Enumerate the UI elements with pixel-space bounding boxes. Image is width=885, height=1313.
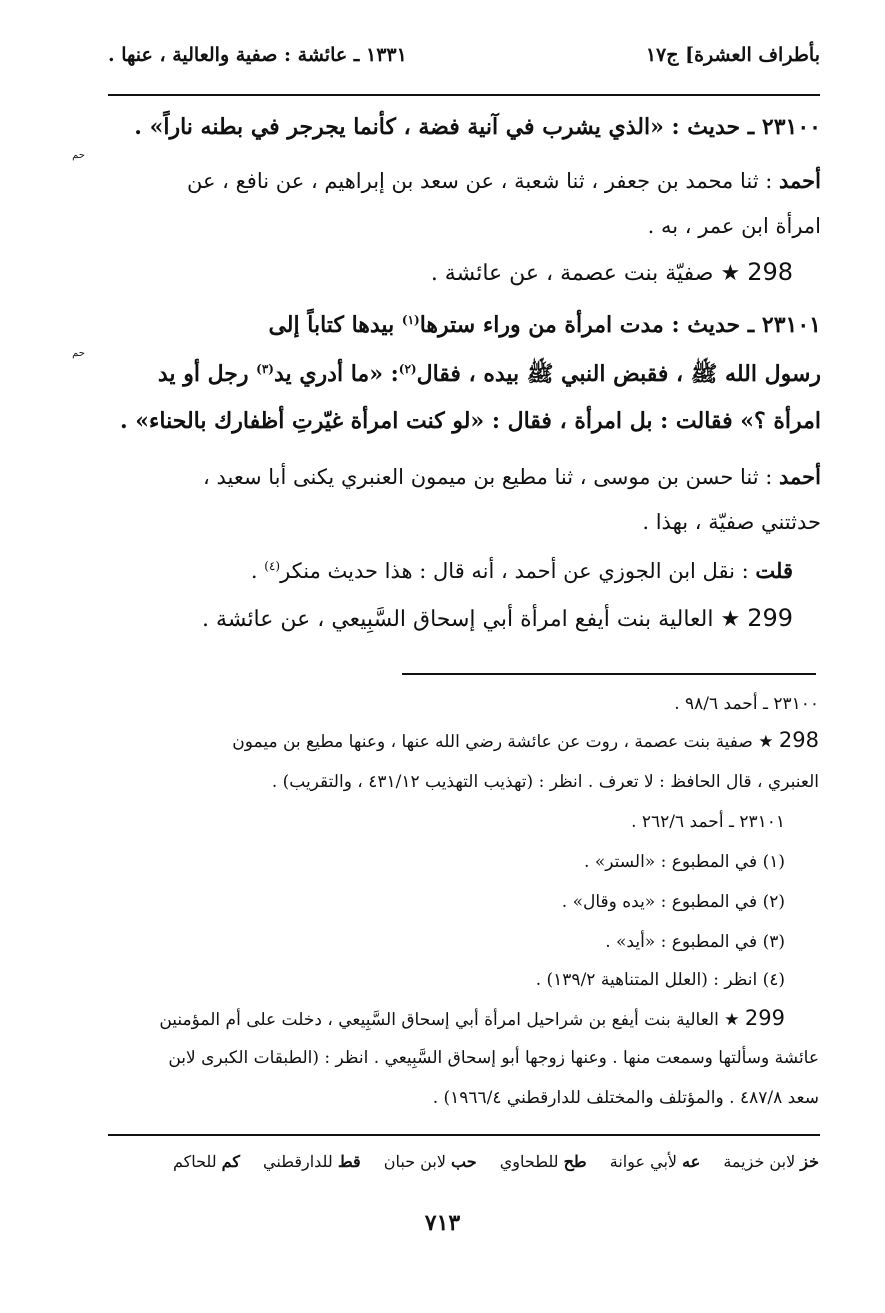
hadith-text: : «ما أدري يد — [273, 361, 399, 387]
isnad-text: : ثنا حسن بن موسى ، ثنا مطيع بن ميمون العنبري يكنى أبا سعيد ، — [203, 465, 773, 489]
hadith-23101-title — [61, 312, 821, 338]
narrator-298-heading — [33, 258, 793, 286]
isnad-line: حدثتني صفيّة ، بهذا . — [642, 510, 821, 534]
abbr-item — [263, 1152, 361, 1171]
qult-label: قلت — [755, 558, 793, 583]
header-rule — [108, 94, 820, 96]
isnad-name: أحمد — [779, 168, 821, 193]
abbr-code: كم — [221, 1152, 240, 1171]
narrator-number: 298 — [747, 258, 793, 286]
star-icon: ★ — [758, 732, 774, 752]
qult-text: : نقل ابن الجوزي عن أحمد ، أنه قال : هذا حديث منكر — [280, 559, 749, 583]
abbr-item — [384, 1152, 477, 1171]
footnote-line: (٢) في المطبوع : «يده وقال» . — [561, 892, 785, 912]
footnote-text: العالية بنت أيفع بن شراحيل امرأة أبي إسحاق السَّبِيعي ، دخلت على أم المؤمنين — [159, 1010, 719, 1030]
hadith-marker: حم — [72, 150, 85, 161]
hadith-text: مدت امرأة من وراء سترها — [419, 312, 664, 338]
footnote-line: ٢٣١٠٠ ـ أحمد ٩٨/٦ . — [674, 694, 819, 714]
abbr-desc: للحاكم — [172, 1152, 217, 1171]
abbr-code: خز — [800, 1152, 819, 1171]
isnad-line — [61, 464, 821, 489]
star-icon: ★ — [720, 607, 741, 632]
footnote-line — [99, 728, 819, 752]
abbr-desc: لابن خزيمة — [723, 1152, 796, 1171]
footnote-line: العنبري ، قال الحافظ : لا تعرف . انظر : (تهذيب التهذيب ٤٣١/١٢ ، والتقريب) . — [271, 772, 819, 792]
star-icon: ★ — [720, 261, 741, 286]
abbr-item — [723, 1152, 819, 1171]
page-number: ٧١٣ — [424, 1210, 461, 1236]
hadith-marker: حم — [72, 348, 85, 359]
footnote-ref: (٢) — [398, 362, 417, 376]
footnote-line — [65, 1006, 785, 1030]
narrator-number: 298 — [778, 728, 819, 752]
abbreviation-rule — [108, 1134, 820, 1136]
abbr-item — [500, 1152, 587, 1171]
hadith-text-line — [61, 360, 821, 392]
abbr-desc: لأبي عوانة — [609, 1152, 678, 1171]
abbr-code: حب — [451, 1152, 477, 1171]
narrator-299-heading — [33, 604, 793, 632]
qult-remark — [33, 558, 793, 583]
footnote-line: (٣) في المطبوع : «أيد» . — [605, 932, 785, 952]
hadith-23100-title — [61, 114, 821, 140]
footnote-line: (٤) انظر : (العلل المتناهية ١٣٩/٢) . — [535, 970, 785, 990]
footnote-line: (١) في المطبوع : «الستر» . — [584, 852, 785, 872]
footnote-text: صفية بنت عصمة ، روت عن عائشة رضي الله عنها ، وعنها مطيع بن ميمون — [232, 732, 753, 752]
running-header — [108, 44, 820, 80]
header-section-title: ١٣٣١ ـ عائشة : صفية والعالية ، عنها . — [108, 44, 407, 66]
hadith-text: رجل أو يد — [157, 361, 249, 387]
hadith-text: «الذي يشرب في آنية فضة ، كأنما يجرجر في بطنه ناراً» . — [134, 114, 664, 140]
isnad-line: امرأة ابن عمر ، به . — [647, 214, 821, 238]
abbr-code: عه — [682, 1152, 701, 1171]
isnad-name: أحمد — [779, 464, 821, 489]
narrator-number: 299 — [747, 604, 793, 632]
abbreviation-key — [99, 1152, 819, 1171]
header-book-title: بأطراف العشرة] ج١٧ — [645, 44, 820, 66]
footnote-ref: (٣) — [256, 362, 274, 376]
qult-end: . — [250, 559, 258, 583]
footnote-ref: (١) — [401, 313, 420, 327]
abbr-desc: للدارقطني — [263, 1152, 333, 1171]
hadith-number: ٢٣١٠١ ـ حديث : — [671, 312, 821, 338]
footnote-ref: (٤) — [264, 559, 281, 573]
abbr-code: قط — [337, 1152, 361, 1171]
footnote-line: عائشة وسألتها وسمعت منها . وعنها زوجها أبو إسحاق السَّبِيعي . انظر : (الطبقات الكبرى لابن — [168, 1048, 819, 1068]
abbr-desc: للطحاوي — [499, 1152, 559, 1171]
hadith-number: ٢٣١٠٠ ـ حديث : — [671, 114, 821, 140]
footnote-line: سعد ٤٨٧/٨ . والمؤتلف والمختلف للدارقطني ١٩٦٦/٤) . — [432, 1088, 819, 1108]
abbr-item — [610, 1152, 701, 1171]
abbr-code: طح — [563, 1152, 587, 1171]
isnad-text: : ثنا محمد بن جعفر ، ثنا شعبة ، عن سعد بن إبراهيم ، عن نافع ، عن — [186, 169, 773, 193]
footnote-line: ٢٣١٠١ ـ أحمد ٢٦٢/٦ . — [631, 812, 785, 832]
isnad-line — [61, 168, 821, 193]
narrator-name: صفيّة بنت عصمة ، عن عائشة . — [430, 261, 714, 286]
abbr-desc: لابن حبان — [383, 1152, 446, 1171]
hadith-text: بيدها كتاباً إلى — [268, 312, 395, 338]
footnote-rule — [402, 673, 816, 675]
hadith-text: رسول الله ﷺ ، فقبض النبي ﷺ بيده ، فقال — [416, 361, 821, 387]
abbr-item — [173, 1152, 240, 1171]
narrator-name: العالية بنت أيفع امرأة أبي إسحاق السَّبِيعي ، عن عائشة . — [202, 607, 714, 632]
star-icon: ★ — [724, 1010, 740, 1030]
hadith-text-line: امرأة ؟» فقالت : بل امرأة ، فقال : «لو كنت امرأة غيّرتِ أظفارك بالحناء» . — [119, 408, 821, 434]
narrator-number: 299 — [744, 1006, 785, 1030]
